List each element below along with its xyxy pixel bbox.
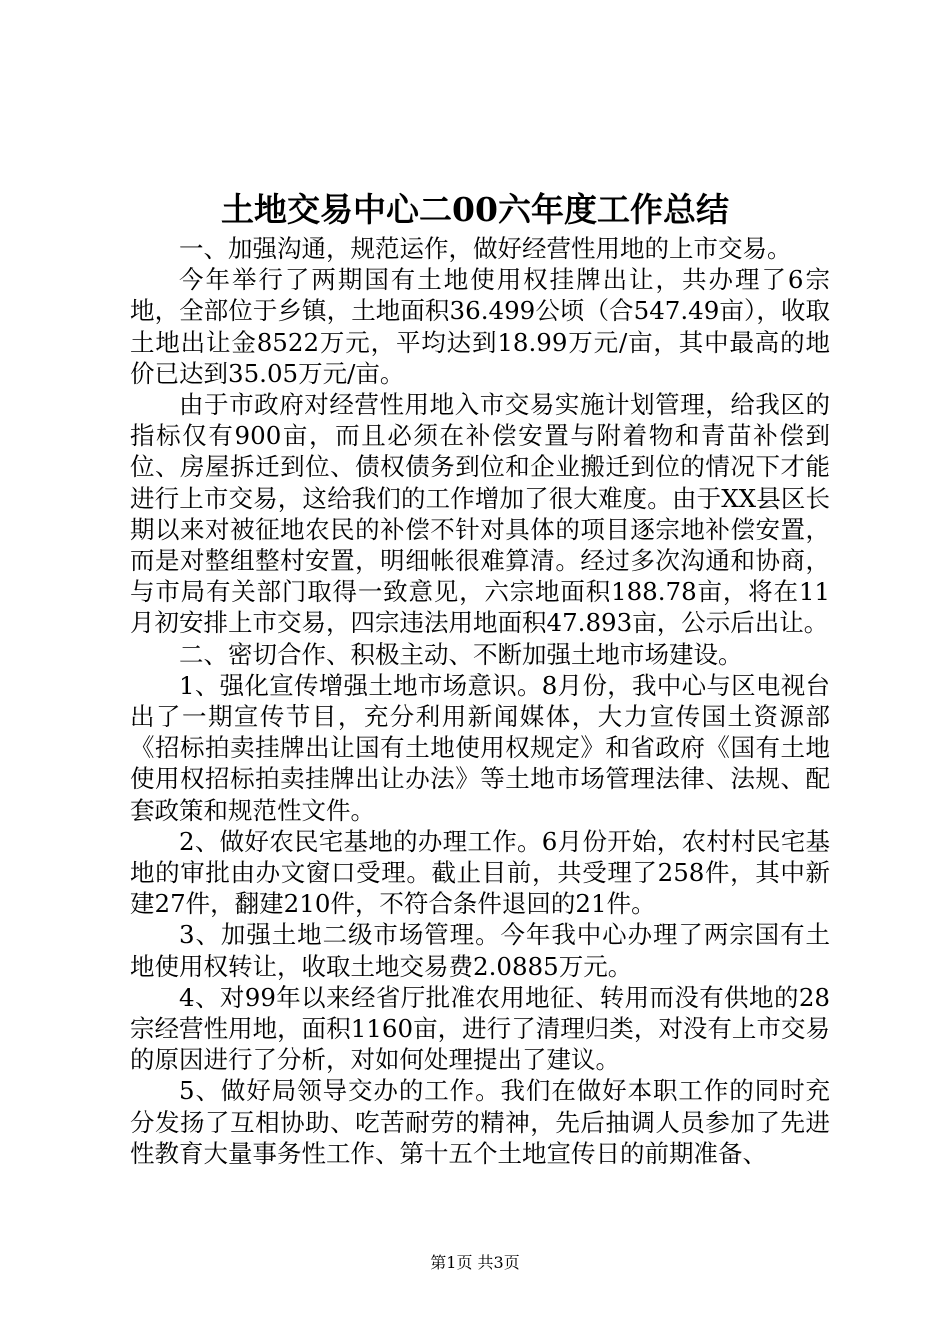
document-title: 土地交易中心二00六年度工作总结 bbox=[221, 190, 729, 229]
document-body bbox=[130, 233, 830, 1169]
paragraph-section-1-heading: 一、加强沟通，规范运作，做好经营性用地的上市交易。 bbox=[179, 234, 792, 263]
paragraph-planning-difficulties: 由于市政府对经营性用地入市交易实施计划管理，给我区的指标仅有900亩，而且必须在补偿安置与附着物和青苗补偿到位、房屋拆迁到位、债权债务到位和企业搬迁到位的情况下才能进行上市交易，这给我们的工作增加了很大难度。由于XX县区长期以来对被征地农民的补偿不针对具体的项目逐宗地补偿安置，而是对整组整村安置，明细帐很难算清。经过多次沟通和协商，与市局有关部门取得一致意见，六宗地面积188.78亩，将在11月初安排上市交易，四宗违法用地面积47.893亩，公示后出让。 bbox=[130, 390, 830, 638]
paragraph-item-1-publicity: 1、强化宣传增强土地市场意识。8月份，我中心与区电视台出了一期宣传节目，充分利用新闻媒体，大力宣传国土资源部《招标拍卖挂牌出让国有土地使用权规定》和省政府《国有土地使用权招标拍卖挂牌出让办法》等土地市场管理法律、法规、配套政策和规范性文件。 bbox=[130, 670, 830, 825]
paragraph-land-transfer-summary: 今年举行了两期国有土地使用权挂牌出让，共办理了6宗地，全部位于乡镇，土地面积36.499公顷（合547.49亩），收取土地出让金8522万元，平均达到18.99万元/亩，其中最高的地价已达到35.05万元/亩。 bbox=[130, 265, 830, 388]
paragraph-item-4-cleanup: 4、对99年以来经省厅批准农用地征、转用而没有供地的28宗经营性用地，面积1160亩，进行了清理归类，对没有上市交易的原因进行了分析，对如何处理提出了建议。 bbox=[130, 982, 830, 1075]
paragraph-item-2-homestead: 2、做好农民宅基地的办理工作。6月份开始，农村村民宅基地的审批由办文窗口受理。截止目前，共受理了258件，其中新建27件，翻建210件，不符合条件退回的21件。 bbox=[130, 826, 830, 919]
paragraph-item-3-secondary-market: 3、加强土地二级市场管理。今年我中心办理了两宗国有土地使用权转让，收取土地交易费2.0885万元。 bbox=[130, 920, 830, 981]
page-number-footer: 第1页 共3页 bbox=[430, 1253, 520, 1272]
paragraph-item-5-assigned-work: 5、做好局领导交办的工作。我们在做好本职工作的同时充分发扬了互相协助、吃苦耐劳的精神，先后抽调人员参加了先进性教育大量事务性工作、第十五个土地宣传日的前期准备、 bbox=[130, 1076, 830, 1168]
paragraph-section-2-heading: 二、密切合作、积极主动、不断加强土地市场建设。 bbox=[179, 639, 743, 669]
